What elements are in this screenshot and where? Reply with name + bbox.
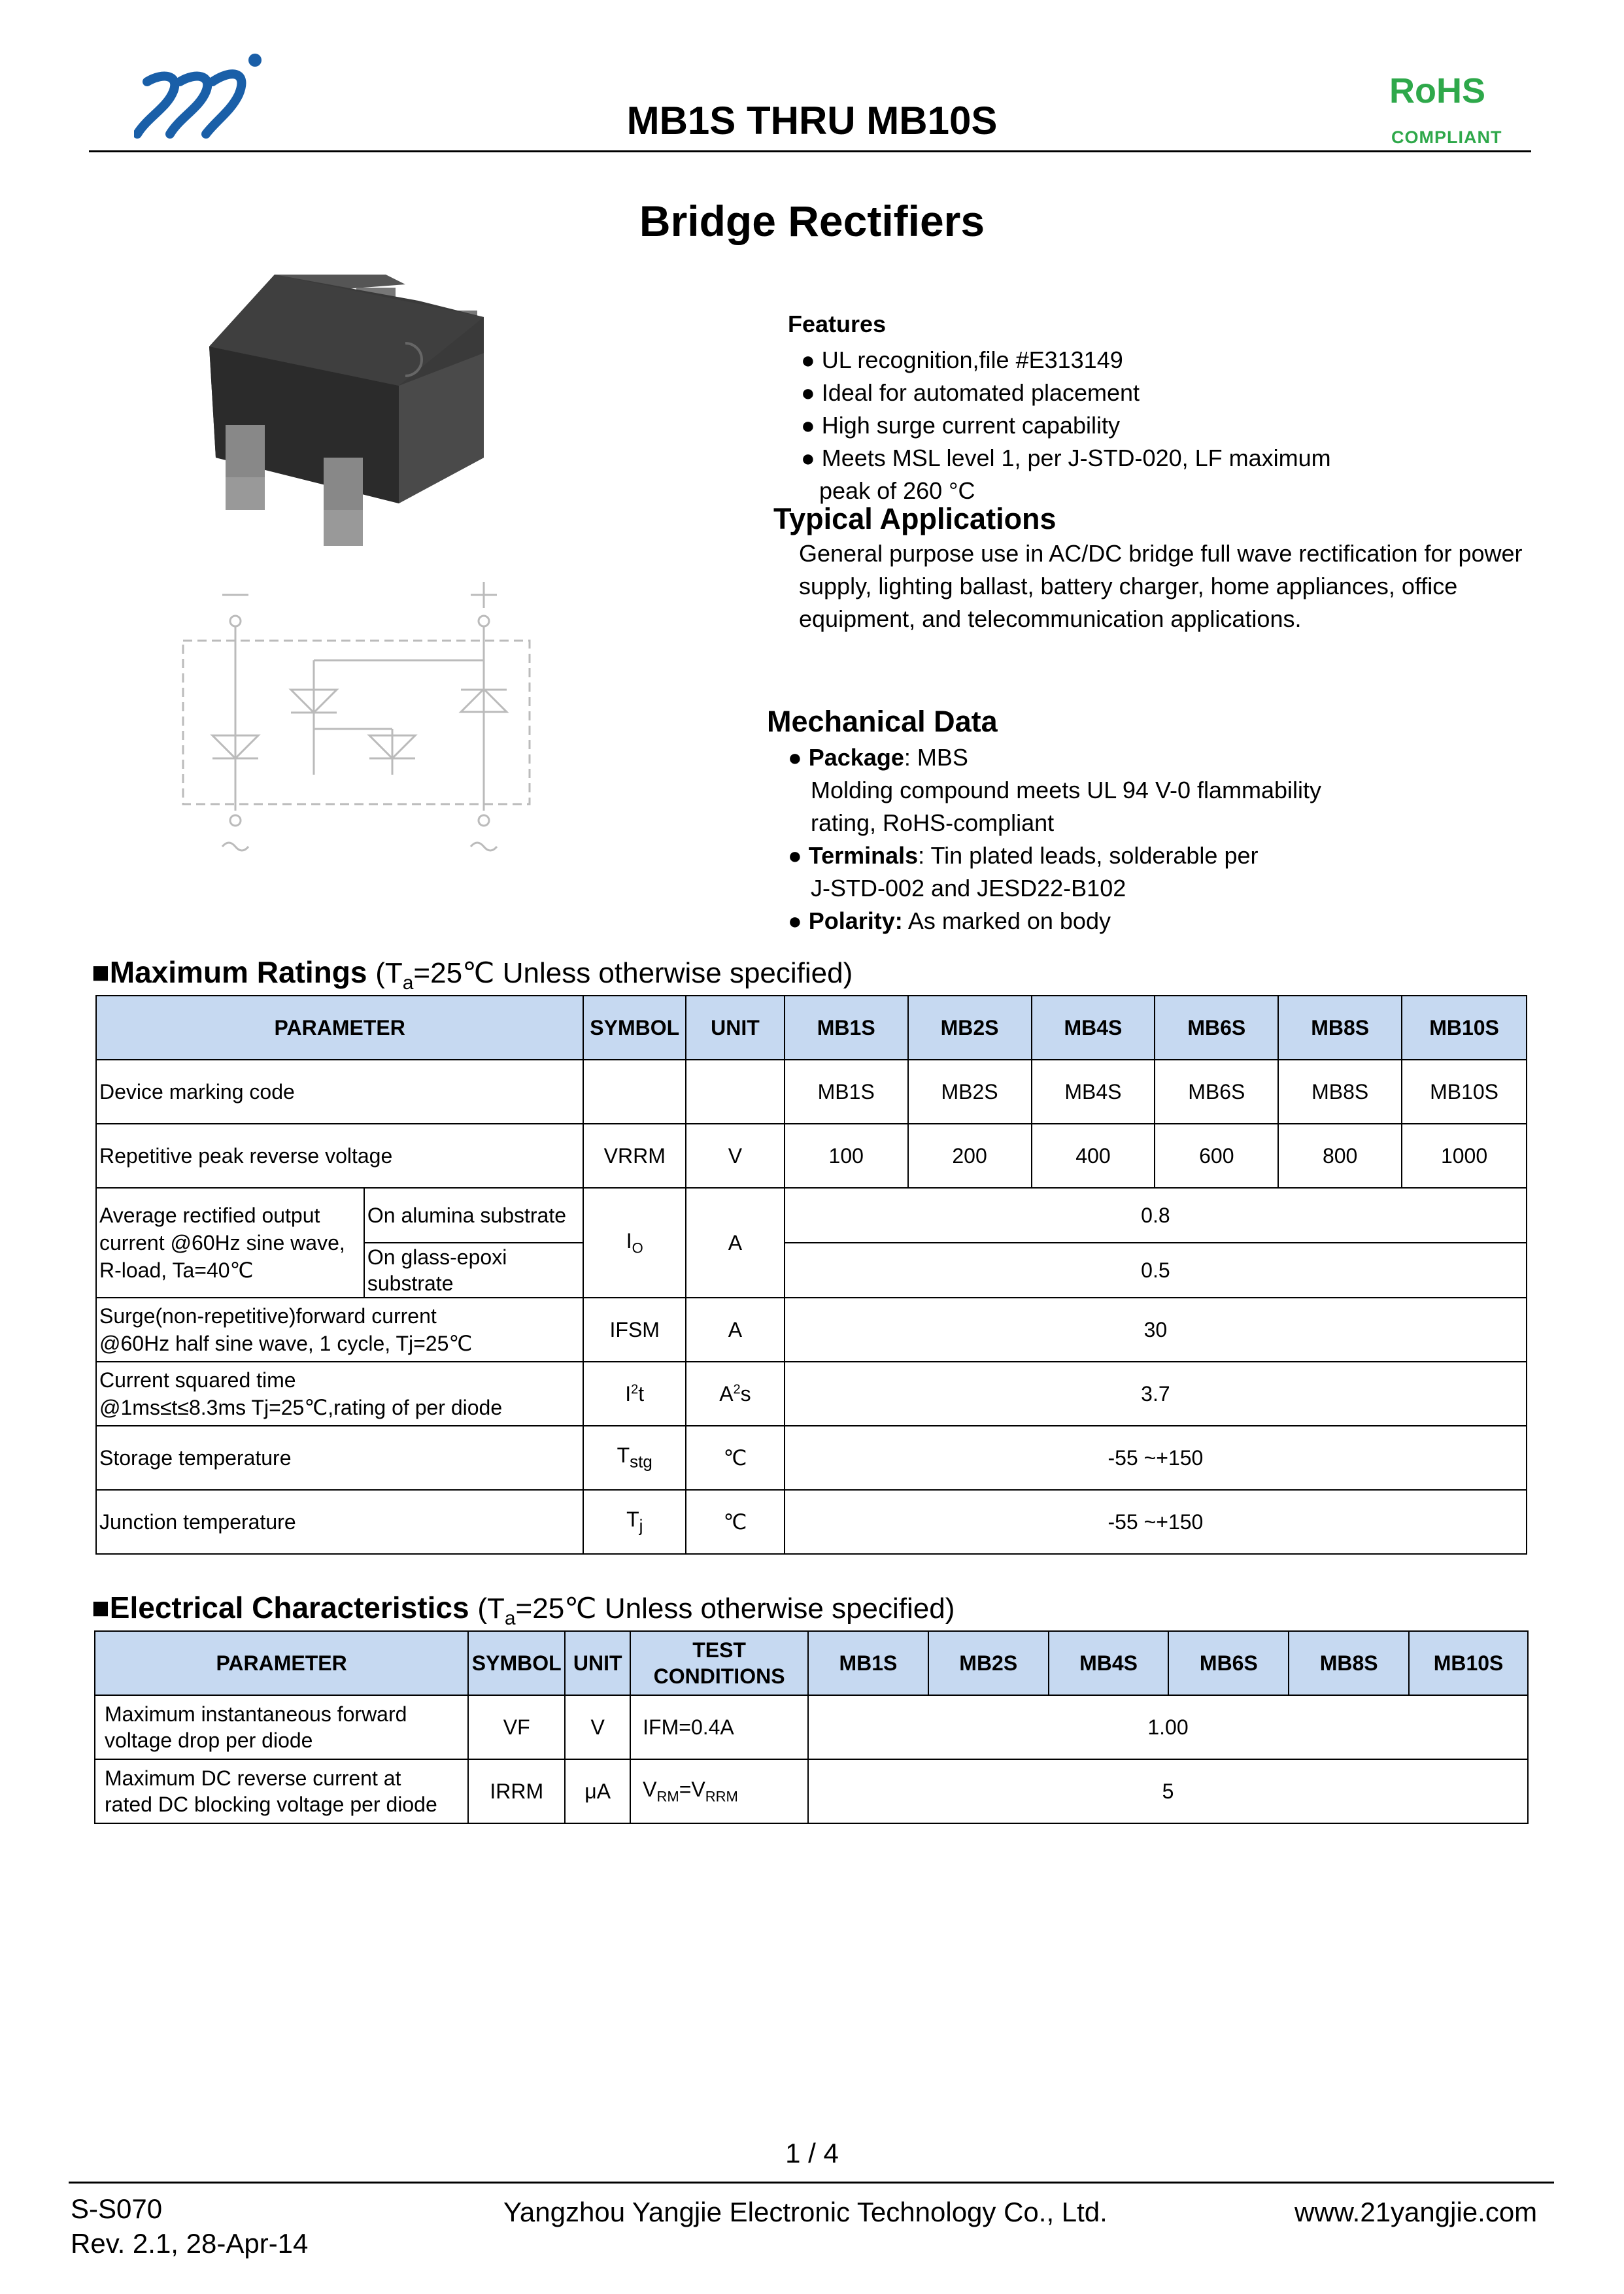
feature-item: ● High surge current capability [801, 412, 1120, 439]
table-header-row [96, 996, 1527, 1060]
circuit-schematic [170, 575, 549, 863]
unit-cell: ℃ [686, 1426, 785, 1490]
header-cell: MB6S [1155, 996, 1278, 1060]
unit-cell: A [686, 1298, 785, 1362]
mechanical-section [767, 702, 1322, 937]
header-cell: UNIT [686, 996, 785, 1060]
symbol-cell: $T_j$ [583, 1490, 686, 1554]
header-cell: MB8S [1289, 1631, 1409, 1695]
document-number: S-S070 [71, 2193, 163, 2224]
features-section [788, 305, 1331, 507]
elec-table [94, 1630, 1529, 1824]
param-cell: Storage temperature [96, 1426, 583, 1490]
value-cell: -55 ~+150 [785, 1426, 1527, 1490]
param-cell: Maximum DC reverse current at rated DC blocking voltage per diode [95, 1759, 468, 1823]
table-row [95, 1759, 1528, 1823]
value-cell: 3.7 [785, 1362, 1527, 1426]
footer-divider [69, 2182, 1554, 2184]
unit-cell: V [686, 1124, 785, 1188]
mechanical-heading: Mechanical Data [767, 705, 998, 738]
header-cell: MB1S [808, 1631, 928, 1695]
table-row [96, 1426, 1527, 1490]
value-cell: MB4S [1032, 1060, 1155, 1124]
elec-condition: ($T_a=25℃$ Unless otherwise specified) [477, 1593, 955, 1629]
elec-title: ■Electrical Characteristics [92, 1591, 469, 1625]
param-cell: Current squared time @1ms≤t≤8.3ms Tj=25℃,rating of per diode [96, 1362, 583, 1426]
header-cell: MB6S [1168, 1631, 1289, 1695]
value-cell: 1.00 [808, 1695, 1528, 1759]
max-ratings-heading [92, 954, 853, 994]
condition-cell: $V_{RM}=V_{RRM}$ [630, 1759, 808, 1823]
rohs-label: RoHS [1389, 71, 1485, 110]
sub-param-cell: On alumina substrate [364, 1188, 584, 1243]
param-cell: Repetitive peak reverse voltage [96, 1124, 583, 1188]
terminals-row: ● Terminals: Tin plated leads, solderable per [788, 842, 1259, 869]
table-row [96, 1490, 1527, 1554]
rohs-compliant-label: COMPLIANT [1391, 127, 1502, 147]
value-cell: 800 [1278, 1124, 1402, 1188]
value-cell: MB2S [908, 1060, 1032, 1124]
max-ratings-condition: ($T_a=25℃$ Unless otherwise specified) [375, 957, 853, 994]
table-row [96, 1362, 1527, 1426]
unit-cell [686, 1060, 785, 1124]
header-cell: UNIT [565, 1631, 630, 1695]
value-cell: 5 [808, 1759, 1528, 1823]
symbol-cell: IRRM [468, 1759, 565, 1823]
terminals-value: : Tin plated leads, solderable per [918, 842, 1259, 869]
max-ratings-table [95, 995, 1527, 1555]
header-cell: PARAMETER [96, 996, 583, 1060]
page-number: 1 / 4 [785, 2138, 839, 2168]
package-image [190, 261, 503, 562]
terminals-label: Terminals [808, 842, 919, 869]
value-cell: MB8S [1278, 1060, 1402, 1124]
polarity-row: ● Polarity: As marked on body [788, 907, 1111, 934]
company-website[interactable]: www.21yangjie.com [1294, 2197, 1538, 2227]
table-row [96, 1124, 1527, 1188]
header-cell: TEST CONDITIONS [630, 1631, 808, 1695]
table-row [96, 1060, 1527, 1124]
molding-line: Molding compound meets UL 94 V-0 flammability [811, 777, 1322, 803]
value-cell: MB6S [1155, 1060, 1278, 1124]
symbol-cell [583, 1060, 686, 1124]
symbol-cell: VRRM [583, 1124, 686, 1188]
unit-cell: $A^2s$ [686, 1362, 785, 1426]
table-row [95, 1695, 1528, 1759]
value-cell: -55 ~+150 [785, 1490, 1527, 1554]
param-cell: Average rectified output current @60Hz sine wave, R-load, Ta=40℃ [96, 1188, 364, 1298]
header-cell: MB4S [1049, 1631, 1169, 1695]
header-cell: MB10S [1402, 996, 1527, 1060]
value-cell: 400 [1032, 1124, 1155, 1188]
param-cell: Device marking code [96, 1060, 583, 1124]
header-divider [89, 150, 1531, 152]
value-cell: MB10S [1402, 1060, 1527, 1124]
document-subtitle: Bridge Rectifiers [639, 197, 985, 245]
company-name: Yangzhou Yangjie Electronic Technology Co., Ltd. [503, 2197, 1108, 2227]
param-cell: Junction temperature [96, 1490, 583, 1554]
header-cell: SYMBOL [468, 1631, 565, 1695]
table-header-row [95, 1631, 1528, 1695]
header-cell: MB2S [928, 1631, 1049, 1695]
package-label: Package [808, 744, 904, 771]
max-ratings-title: ■Maximum Ratings [92, 955, 367, 989]
table-row [96, 1188, 1527, 1243]
header-cell: SYMBOL [583, 996, 686, 1060]
applications-heading: Typical Applications [773, 502, 1057, 535]
value-cell: 0.5 [785, 1243, 1527, 1298]
revision-info: Rev. 2.1, 28-Apr-14 [71, 2228, 309, 2259]
molding-line: rating, RoHS-compliant [811, 809, 1055, 836]
header-cell: MB10S [1409, 1631, 1528, 1695]
feature-item: ● UL recognition,file #E313149 [801, 346, 1123, 373]
value-cell: 100 [785, 1124, 908, 1188]
param-cell: Maximum instantaneous forward voltage drop per diode [95, 1695, 468, 1759]
unit-cell: ℃ [686, 1490, 785, 1554]
sub-param-cell: On glass-epoxi substrate [364, 1243, 584, 1298]
value-cell: MB1S [785, 1060, 908, 1124]
header-cell: MB2S [908, 996, 1032, 1060]
value-cell: 0.8 [785, 1188, 1527, 1243]
features-heading: Features [788, 311, 887, 337]
value-cell: 1000 [1402, 1124, 1527, 1188]
elec-heading [92, 1590, 955, 1630]
symbol-cell: $T_{stg}$ [583, 1426, 686, 1490]
unit-cell: μA [565, 1759, 630, 1823]
symbol-cell: VF [468, 1695, 565, 1759]
symbol-cell: $I^2t$ [583, 1362, 686, 1426]
header-cell: PARAMETER [95, 1631, 468, 1695]
feature-item: peak of 260 °C [819, 477, 975, 504]
symbol-cell: $I_O$ [583, 1188, 686, 1298]
polarity-value: As marked on body [902, 907, 1111, 934]
package-row: ● Package: MBS [788, 744, 968, 771]
header-cell: MB1S [785, 996, 908, 1060]
param-cell: Surge(non-repetitive)forward current @60Hz half sine wave, 1 cycle, Tj=25℃ [96, 1298, 583, 1362]
header-cell: MB8S [1278, 996, 1402, 1060]
table-row [96, 1298, 1527, 1362]
condition-cell: IFM=0.4A [630, 1695, 808, 1759]
value-cell: 200 [908, 1124, 1032, 1188]
unit-cell: A [686, 1188, 785, 1298]
package-value: : MBS [904, 744, 968, 771]
feature-item: ● Ideal for automated placement [801, 379, 1140, 406]
polarity-label: Polarity: [808, 907, 903, 934]
terminals-line: J-STD-002 and JESD22-B102 [811, 875, 1126, 902]
applications-text: General purpose use in AC/DC bridge full wave rectification for power supply, lighting ballast, battery charger, home appliances, office equipment, and telecommunication applications. [799, 540, 1523, 632]
symbol-cell: IFSM [583, 1298, 686, 1362]
value-cell: 600 [1155, 1124, 1278, 1188]
feature-item: ● Meets MSL level 1, per J-STD-020, LF maximum [801, 445, 1331, 471]
value-cell: 30 [785, 1298, 1527, 1362]
document-title: MB1S THRU MB10S [626, 99, 998, 143]
unit-cell: V [565, 1695, 630, 1759]
header-cell: MB4S [1032, 996, 1155, 1060]
